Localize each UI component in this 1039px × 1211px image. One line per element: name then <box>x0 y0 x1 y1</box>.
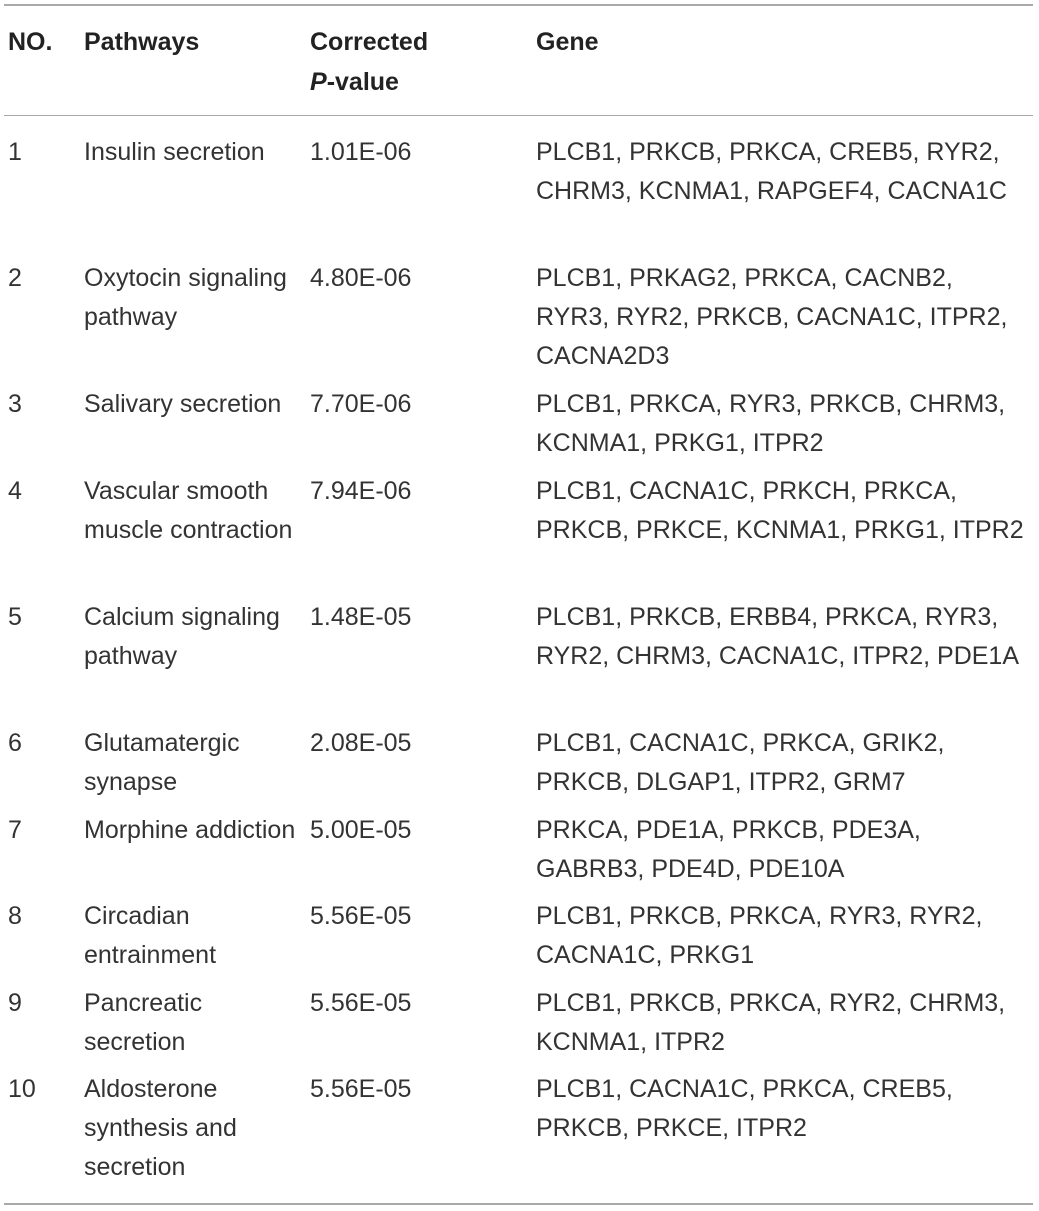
header-rule <box>4 115 1033 116</box>
row-pathway: Glutamatergic synapse <box>84 729 240 796</box>
row-no: 4 <box>8 477 22 505</box>
row-genes: PLCB1, CACNA1C, PRKCA, GRIK2, PRKCB, DLGAP1, ITPR2, GRM7 <box>536 729 945 796</box>
row-genes: PLCB1, PRKAG2, PRKCA, CACNB2, RYR3, RYR2, PRKCB, CACNA1C, ITPR2, CACNA2D3 <box>536 264 1008 370</box>
row-pathway: Calcium signaling pathway <box>84 603 280 670</box>
row-p-value: 7.70E-06 <box>310 390 412 418</box>
row-p-value: 5.00E-05 <box>310 816 412 844</box>
row-genes: PLCB1, PRKCB, PRKCA, CREB5, RYR2, CHRM3, KCNMA1, RAPGEF4, CACNA1C <box>536 138 1007 205</box>
row-no: 1 <box>8 138 22 166</box>
header-corrected-p-value <box>310 22 428 102</box>
row-no: 9 <box>8 989 22 1017</box>
row-p-value: 1.48E-05 <box>310 603 412 631</box>
row-p-value: 7.94E-06 <box>310 477 412 505</box>
header-p-suffix: -value <box>326 68 399 96</box>
row-genes: PLCB1, PRKCA, RYR3, PRKCB, CHRM3, KCNMA1, PRKG1, ITPR2 <box>536 390 1006 457</box>
row-genes: PRKCA, PDE1A, PRKCB, PDE3A, GABRB3, PDE4D, PDE10A <box>536 816 921 883</box>
row-no: 8 <box>8 902 22 930</box>
header-pathways: Pathways <box>84 28 200 56</box>
row-pathway: Morphine addiction <box>84 816 296 844</box>
row-p-value: 4.80E-06 <box>310 264 412 292</box>
row-pathway: Circadian entrainment <box>84 902 217 969</box>
table-top-rule <box>4 4 1033 6</box>
row-genes: PLCB1, PRKCB, ERBB4, PRKCA, RYR3, RYR2, CHRM3, CACNA1C, ITPR2, PDE1A <box>536 603 1019 670</box>
row-p-value: 5.56E-05 <box>310 989 412 1017</box>
row-pathway: Insulin secretion <box>84 138 265 166</box>
row-pathway: Salivary secretion <box>84 390 282 418</box>
row-no: 7 <box>8 816 22 844</box>
row-genes: PLCB1, PRKCB, PRKCA, RYR3, RYR2, CACNA1C, PRKG1 <box>536 902 983 969</box>
row-pathway: Vascular smooth muscle contraction <box>84 477 293 544</box>
table-bottom-rule <box>4 1203 1033 1205</box>
row-no: 2 <box>8 264 22 292</box>
row-genes: PLCB1, PRKCB, PRKCA, RYR2, CHRM3, KCNMA1, ITPR2 <box>536 989 1006 1056</box>
row-p-value: 1.01E-06 <box>310 138 412 166</box>
row-no: 10 <box>8 1075 36 1103</box>
row-p-value: 2.08E-05 <box>310 729 412 757</box>
header-corrected: Corrected <box>310 28 429 56</box>
header-p-italic: P <box>310 68 327 96</box>
header-no: NO. <box>8 28 53 56</box>
header-gene: Gene <box>536 28 599 56</box>
row-p-value: 5.56E-05 <box>310 902 412 930</box>
row-genes: PLCB1, CACNA1C, PRKCA, CREB5, PRKCB, PRKCE, ITPR2 <box>536 1075 953 1142</box>
row-no: 5 <box>8 603 22 631</box>
row-pathway: Oxytocin signaling pathway <box>84 264 287 331</box>
row-pathway: Pancreatic secretion <box>84 989 203 1056</box>
row-pathway: Aldosterone synthesis and secretion <box>84 1075 237 1181</box>
row-no: 6 <box>8 729 22 757</box>
row-no: 3 <box>8 390 22 418</box>
row-genes: PLCB1, CACNA1C, PRKCH, PRKCA, PRKCB, PRKCE, KCNMA1, PRKG1, ITPR2 <box>536 477 1024 544</box>
row-p-value: 5.56E-05 <box>310 1075 412 1103</box>
